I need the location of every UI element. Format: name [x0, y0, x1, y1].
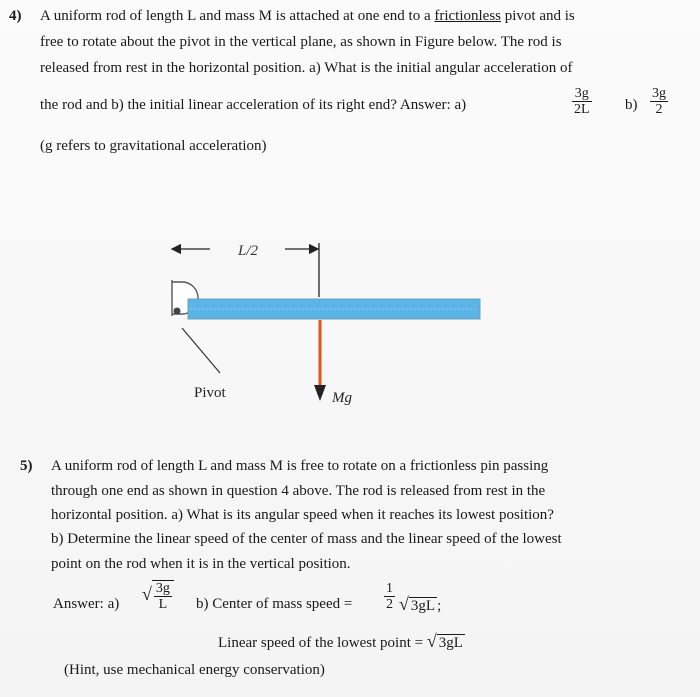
q5-answer-b-text: b) Center of mass speed = — [196, 596, 353, 612]
q5-lowest-root: 3gL — [438, 635, 463, 651]
q4-answer-a — [572, 86, 592, 117]
q5-answer-a-radical: √ — [142, 583, 152, 604]
q4-line-3: released from rest in the horizontal position. a) What is the initial angular acceleration of — [40, 60, 573, 76]
q4-line-1-a: A uniform rod of length L and mass M is attached at one end to a — [40, 8, 431, 24]
q4-line-4: the rod and b) the initial linear acceleration of its right end? Answer: a) — [40, 97, 467, 113]
q4-number: 4) — [9, 8, 22, 24]
length-label: L/2 — [237, 243, 259, 259]
q5-answer-a — [142, 580, 174, 612]
weight-force-arrowhead — [314, 385, 326, 401]
force-label: Mg — [332, 390, 352, 406]
pivot-pin — [174, 308, 181, 315]
q4-line-1 — [40, 8, 575, 25]
q4-answer-a-den: 2L — [574, 102, 590, 117]
q4-answer-b-num: 3g — [652, 86, 666, 101]
q4-answer-b-den: 2 — [655, 102, 663, 117]
q5-lowest-point — [218, 631, 465, 652]
pivot-leader-line — [182, 328, 220, 373]
q5-answer-label: Answer: a) — [53, 596, 120, 612]
q4-frictionless: frictionless — [434, 8, 502, 24]
rod-figure — [150, 225, 500, 415]
q5-answer-b-root-value: 3gL — [410, 598, 436, 614]
q5-answer-b-fraction — [384, 581, 395, 612]
q5-number: 5) — [20, 458, 33, 474]
q5-answer-b-frac-num: 1 — [386, 581, 393, 596]
q5-answer-b-radical: √ — [399, 594, 409, 614]
q5-lowest-text: Linear speed of the lowest point = — [218, 635, 424, 651]
q4-answer-b-label: b) — [625, 97, 638, 113]
q5-answer-a-num: 3g — [155, 581, 170, 596]
q4-answer-b — [650, 86, 668, 117]
q5-hint: (Hint, use mechanical energy conservation) — [64, 662, 325, 678]
q4-line-1-b: pivot and is — [504, 8, 575, 24]
q5-answer-b-root — [399, 594, 441, 615]
q5-line-4: b) Determine the linear speed of the center of mass and the linear speed of the lowest — [51, 531, 562, 547]
q5-answer-b-end: ; — [437, 598, 442, 614]
pivot-label: Pivot — [194, 385, 226, 401]
q4-answer-a-num: 3g — [572, 86, 592, 102]
q5-lowest-radical: √ — [426, 631, 437, 651]
q4-note: (g refers to gravitational acceleration) — [40, 138, 267, 154]
q5-answer-a-den: L — [158, 597, 168, 612]
q4-line-2: free to rotate about the pivot in the vertical plane, as shown in Figure below. The rod is — [40, 34, 562, 50]
q5-line-5: point on the rod when it is in the vertical position. — [51, 556, 351, 572]
q5-line-1: A uniform rod of length L and mass M is free to rotate on a frictionless pin passing — [51, 458, 549, 474]
q5-answer-b-frac-den: 2 — [386, 597, 393, 612]
q5-line-2: through one end as shown in question 4 above. The rod is released from rest in the — [51, 483, 546, 499]
q5-line-3: horizontal position. a) What is its angular speed when it reaches its lowest position? — [51, 507, 554, 523]
